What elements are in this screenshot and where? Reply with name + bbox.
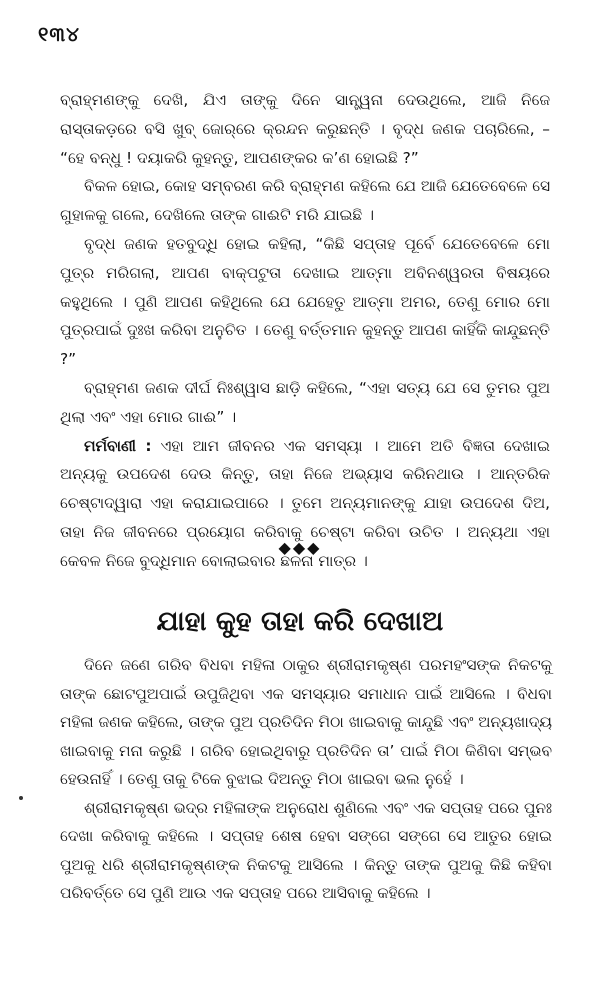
section-ornament: ◆◆◆: [278, 538, 322, 557]
new-story: [60, 651, 552, 908]
moral-label: ମର୍ମବାଣୀ :: [84, 436, 152, 455]
paragraph: ଶ୍ରୀରାମକୃଷ୍ଣ ଭଦ୍ର ମହିଳାଙ୍କ ଅନୁରୋଧ ଶୁଣିଲେ ଏବଂ ଏକ ସପ୍ତାହ ପରେ ପୁନଃ ଦେଖା କରିବାକୁ କହିଲେ । ସପ୍ତାହ ଶେଷ ହେବା ସଙ୍ଗେ ସଙ୍ଗେ ସେ ଆତୁର ହୋଇ ପୁଅକୁ ଧରି ଶ୍ରୀରାମକୃଷ୍ଣଙ୍କ ନିକଟକୁ ଆସିଲେ । କିନ୍ତୁ ତାଙ୍କ ପୁଅକୁ କିଛି କହିବା ପରିବର୍ତ୍ତେ ସେ ପୁଣି ଆଉ ଏକ ସପ୍ତାହ ପରେ ଆସିବାକୁ କହିଲେ ।: [60, 798, 552, 902]
paragraph: ଦିନେ ଜଣେ ଗରିବ ବିଧବା ମହିଳା ଠାକୁର ଶ୍ରୀରାମକୃଷ୍ଣ ପରମହଂସଙ୍କ ନିକଟକୁ ତାଙ୍କ ଛୋଟପୁଅପାଇଁ ଉପୁଜିଥିବା ଏକ ସମସ୍ୟାର ସମାଧାନ ପାଇଁ ଆସିଲେ । ବିଧବା ମହିଳା ଜଣକ କହିଲେ, ତାଙ୍କ ପୁଅ ପ୍ରତିଦିନ ମିଠା ଖାଇବାକୁ କାନ୍ଦୁଛି ଏବଂ ଅନ୍ୟଖାଦ୍ୟ ଖାଇବାକୁ ମନା କରୁଛି । ଗରିବ ହୋଇଥିବାରୁ ପ୍ରତିଦିନ ତା’ ପାଇଁ ମିଠା କିଣିବା ସମ୍ଭବ ହେଉନାହିଁ । ତେଣୁ ତାକୁ ଟିକେ ବୁଝାଇ ଦିଅନ୍ତୁ ମିଠା ଖାଇବା ଭଲ ନୁହେଁ ।: [60, 656, 552, 788]
moral-text: ଏହା ଆମ ଜୀବନର ଏକ ସମସ୍ୟା । ଆମେ ଅତି ବିଜ୍ଞତା ଦେଖାଇ ଅନ୍ୟକୁ ଉପଦେଶ ଦେଉ କିନ୍ତୁ, ତାହା ନିଜେ ଅଭ୍ୟାସ କରିନଥାଉ । ଆନ୍ତରିକ ଚେଷ୍ଟାଦ୍ୱାରା ଏହା କରାଯାଇପାରେ । ତୁମେ ଅନ୍ୟମାନଙ୍କୁ ଯାହା ଉପଦେଶ ଦିଅ, ତାହା ନିଜ ଜୀବନରେ ପ୍ରୟୋଗ କରିବାକୁ ଚେଷ୍ଟା କରିବା ଉଚିତ । ଅନ୍ୟଥା ଏହା କେବଳ ନିଜେ ବୁଦ୍ଧିମାନ ବୋଲାଇବାର ଛଳନା ମାତ୍ର ।: [60, 436, 550, 570]
paragraph: ବିକଳ ହୋଇ, କୋହ ସମ୍ବରଣ କରି ବ୍ରାହ୍ମଣ କହିଲେ ଯେ ଆଜି ଯେତେବେଳେ ସେ ଗୁହାଳକୁ ଗଲେ, ଦେଖିଲେ ତାଙ୍କ ଗାଈଟି ମରି ଯାଇଛି ।: [60, 177, 550, 225]
paragraph: ବ୍ରାହ୍ମଣଙ୍କୁ ଦେଖି, ଯିଏ ତାଙ୍କୁ ଦିନେ ସାନ୍ତ୍ୱନା ଦେଉଥିଲେ, ଆଜି ନିଜେ ରାସ୍ତାକଡ଼ରେ ବସି ଖୁବ୍ ଜୋର୍‌ରେ କ୍ରନ୍ଦନ କରୁଛନ୍ତି । ବୃଦ୍ଧ ଜଣକ ପଚାରିଲେ, – “ହେ ବନ୍ଧୁ ! ଦୟାକରି କୁହନ୍ତୁ, ଆପଣଙ୍କର କ’ଣ ହୋଇଛି ?”: [60, 91, 550, 167]
paragraph: ବୃଦ୍ଧ ଜଣକ ହତବୁଦ୍ଧି ହୋଇ କହିଲା, “କିଛି ସପ୍ତାହ ପୂର୍ବେ ଯେତେବେଳେ ମୋ ପୁତ୍ର ମରିଗଲା, ଆପଣ ବାକ୍‌ପଟୁତା ଦେଖାଇ ଆତ୍ମା ଅବିନଶ୍ୱରତା ବିଷୟରେ କହୁଥିଲେ । ପୁଣି ଆପଣ କହିଥିଲେ ଯେ ଯେହେତୁ ଆତ୍ମା ଅମର, ତେଣୁ ମୋର ମୋ ପୁତ୍ରପାଇଁ ଦୁଃଖ କରିବା ଅନୁଚିତ । ତେଣୁ ବର୍ତ୍ତମାନ କୁହନ୍ତୁ ଆପଣ କାହିଁକି କାନ୍ଦୁଛନ୍ତି ?”: [60, 234, 550, 369]
page-number: ୧୩୪: [38, 22, 80, 46]
margin-speck: [19, 796, 23, 800]
story-title: ଯାହା କୁହ ତାହା କରି ଦେଖାଅ: [156, 606, 444, 637]
story-continuation: [60, 86, 550, 576]
paragraph: ବ୍ରାହ୍ମଣ ଜଣକ ଦୀର୍ଘ ନିଃଶ୍ୱାସ ଛାଡ଼ି କହିଲେ, “ଏହା ସତ୍ୟ ଯେ ସେ ତୁମର ପୁଅ ଥିଲା ଏବଂ ଏହା ମୋର ଗାଈ” ।: [60, 378, 550, 426]
